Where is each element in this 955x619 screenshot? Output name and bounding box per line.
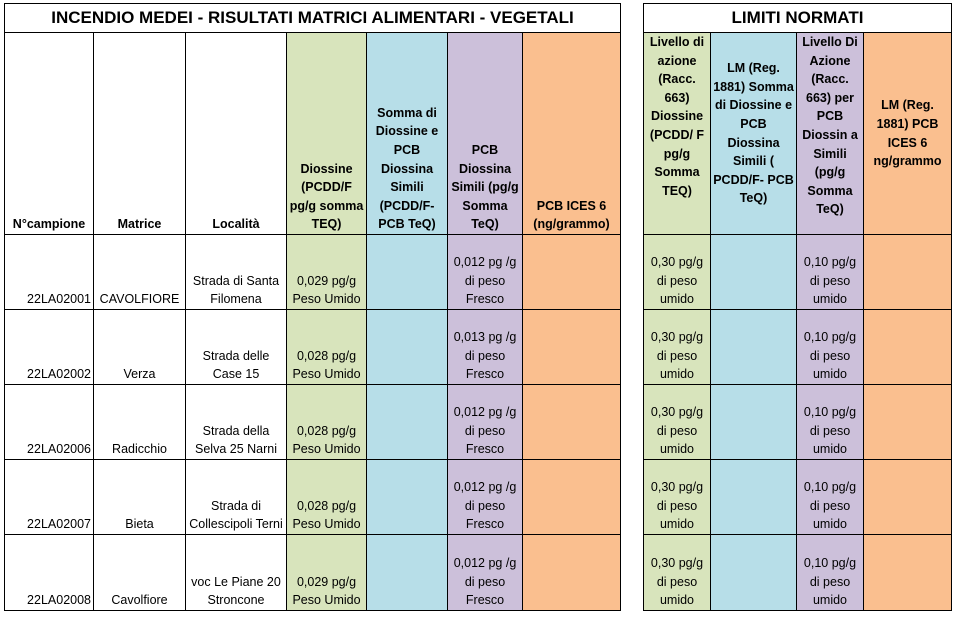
cell-pcb-ds: 0,012 pg /g di peso Fresco xyxy=(448,235,523,310)
table-row xyxy=(644,310,952,385)
table-row xyxy=(5,385,621,460)
header-pcb-ds: PCB Diossina Simili (pg/g Somma TeQ) xyxy=(448,33,523,235)
table-row xyxy=(5,460,621,535)
cell-pcb-ds: 0,012 pg /g di peso Fresco xyxy=(448,535,523,611)
cell-matrice: CAVOLFIORE xyxy=(94,235,186,310)
cell-campione: 22LA02001 xyxy=(5,235,94,310)
cell-localita: Strada della Selva 25 Narni xyxy=(186,385,287,460)
cell-diossine: 0,029 pg/g Peso Umido xyxy=(287,235,367,310)
cell-pcb-ices xyxy=(523,535,621,611)
cell-diossine: 0,028 pg/g Peso Umido xyxy=(287,385,367,460)
header-livello-azione: Livello di azione (Racc. 663) Diossine (PCDD/ F pg/g Somma TEQ) xyxy=(644,33,711,235)
cell-livello-pcb: 0,10 pg/g di peso umido xyxy=(797,535,864,611)
cell-lm-pcb xyxy=(864,535,952,611)
cell-somma xyxy=(367,460,448,535)
header-localita: Località xyxy=(186,33,287,235)
cell-livello-azione: 0,30 pg/g di peso umido xyxy=(644,385,711,460)
table-title: INCENDIO MEDEI - RISULTATI MATRICI ALIMENTARI - VEGETALI xyxy=(5,4,621,33)
header-somma: Somma di Diossine e PCB Diossina Simili (PCDD/F- PCB TeQ) xyxy=(367,33,448,235)
cell-pcb-ds: 0,012 pg /g di peso Fresco xyxy=(448,385,523,460)
cell-localita: Strada di Santa Filomena xyxy=(186,235,287,310)
header-livello-pcb: Livello Di Azione (Racc. 663) per PCB Diossin a Simili (pg/g Somma TeQ) xyxy=(797,33,864,235)
cell-pcb-ices xyxy=(523,310,621,385)
cell-lm-1881 xyxy=(711,460,797,535)
header-lm-pcb: LM (Reg. 1881) PCB ICES 6 ng/grammo xyxy=(864,33,952,235)
table-row xyxy=(644,535,952,611)
table-row xyxy=(5,310,621,385)
cell-campione: 22LA02008 xyxy=(5,535,94,611)
cell-lm-1881 xyxy=(711,235,797,310)
cell-diossine: 0,028 pg/g Peso Umido xyxy=(287,310,367,385)
cell-livello-pcb: 0,10 pg/g di peso umido xyxy=(797,385,864,460)
cell-livello-azione: 0,30 pg/g di peso umido xyxy=(644,535,711,611)
cell-livello-pcb: 0,10 pg/g di peso umido xyxy=(797,235,864,310)
cell-localita: voc Le Piane 20 Stroncone xyxy=(186,535,287,611)
cell-campione: 22LA02007 xyxy=(5,460,94,535)
cell-matrice: Radicchio xyxy=(94,385,186,460)
cell-pcb-ds: 0,012 pg /g di peso Fresco xyxy=(448,460,523,535)
header-matrice: Matrice xyxy=(94,33,186,235)
cell-localita: Strada di Collescipoli Terni xyxy=(186,460,287,535)
cell-lm-1881 xyxy=(711,310,797,385)
cell-somma xyxy=(367,235,448,310)
cell-campione: 22LA02006 xyxy=(5,385,94,460)
table-row xyxy=(644,385,952,460)
cell-somma xyxy=(367,535,448,611)
cell-livello-azione: 0,30 pg/g di peso umido xyxy=(644,235,711,310)
cell-pcb-ices xyxy=(523,235,621,310)
header-pcb-ices: PCB ICES 6 (ng/grammo) xyxy=(523,33,621,235)
cell-pcb-ices xyxy=(523,385,621,460)
cell-livello-azione: 0,30 pg/g di peso umido xyxy=(644,310,711,385)
cell-lm-1881 xyxy=(711,385,797,460)
cell-somma xyxy=(367,385,448,460)
cell-diossine: 0,029 pg/g Peso Umido xyxy=(287,535,367,611)
table-row xyxy=(5,235,621,310)
cell-livello-pcb: 0,10 pg/g di peso umido xyxy=(797,310,864,385)
cell-matrice: Verza xyxy=(94,310,186,385)
table-row xyxy=(644,235,952,310)
table-row xyxy=(5,535,621,611)
cell-lm-pcb xyxy=(864,310,952,385)
header-lm-1881: LM (Reg. 1881) Somma di Diossine e PCB Diossina Simili ( PCDD/F- PCB TeQ) xyxy=(711,33,797,235)
cell-matrice: Cavolfiore xyxy=(94,535,186,611)
limits-table xyxy=(643,3,952,611)
cell-somma xyxy=(367,310,448,385)
cell-lm-pcb xyxy=(864,460,952,535)
cell-diossine: 0,028 pg/g Peso Umido xyxy=(287,460,367,535)
limits-title: LIMITI NORMATI xyxy=(644,4,952,33)
cell-lm-1881 xyxy=(711,535,797,611)
cell-campione: 22LA02002 xyxy=(5,310,94,385)
cell-lm-pcb xyxy=(864,235,952,310)
header-campione: N°campione xyxy=(5,33,94,235)
cell-pcb-ds: 0,013 pg /g di peso Fresco xyxy=(448,310,523,385)
cell-lm-pcb xyxy=(864,385,952,460)
results-table xyxy=(4,3,621,611)
cell-pcb-ices xyxy=(523,460,621,535)
cell-livello-azione: 0,30 pg/g di peso umido xyxy=(644,460,711,535)
header-diossine: Diossine (PCDD/F pg/g somma TEQ) xyxy=(287,33,367,235)
cell-livello-pcb: 0,10 pg/g di peso umido xyxy=(797,460,864,535)
cell-localita: Strada delle Case 15 xyxy=(186,310,287,385)
table-row xyxy=(644,460,952,535)
cell-matrice: Bieta xyxy=(94,460,186,535)
